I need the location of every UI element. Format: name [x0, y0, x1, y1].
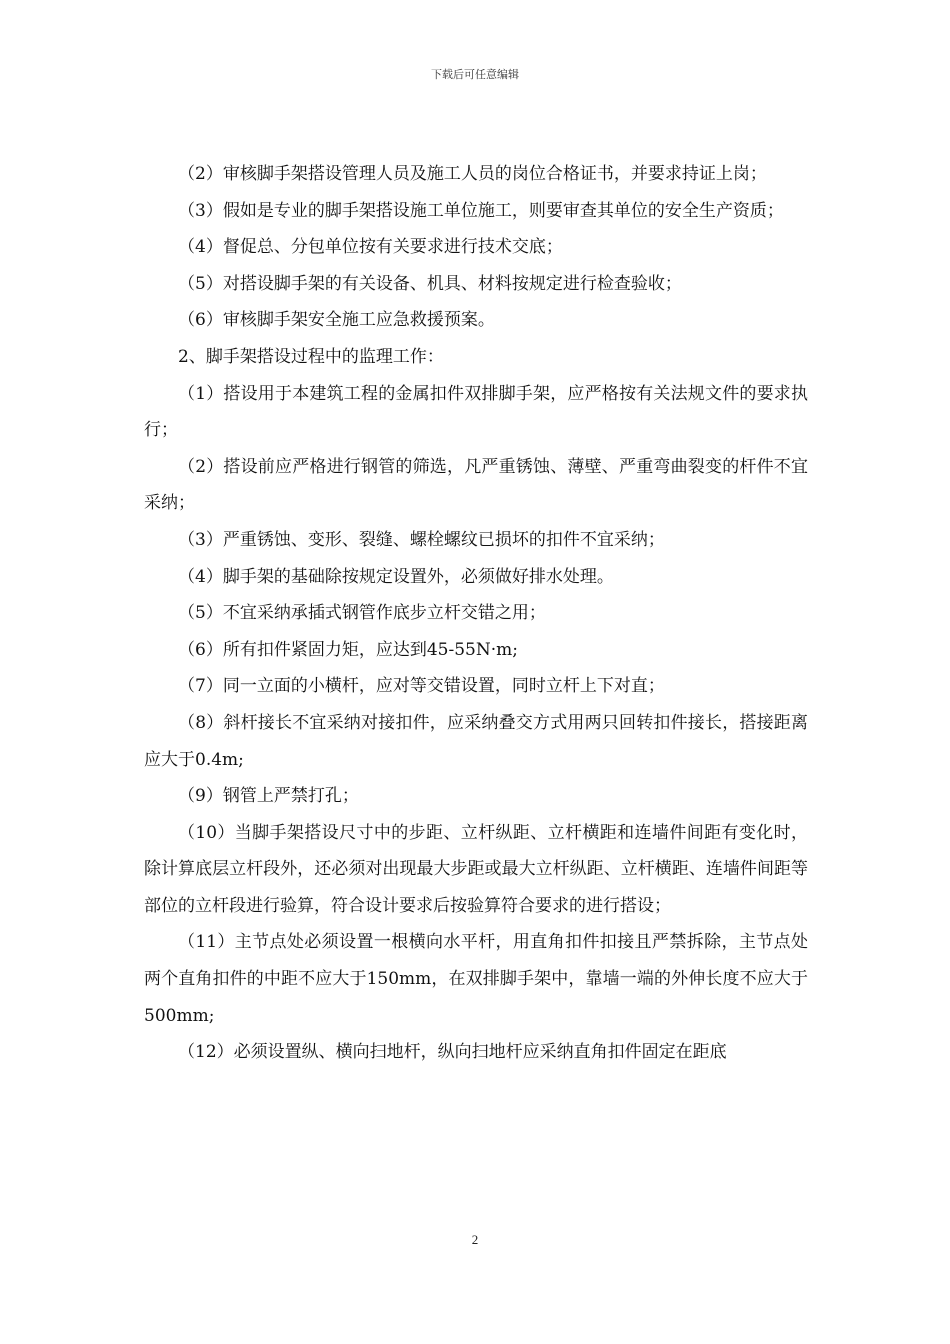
paragraph: （10）当脚手架搭设尺寸中的步距、立杆纵距、立杆横距和连墙件间距有变化时，除计算底层立杆段外，还必须对出现最大步距或最大立杆纵距、立杆横距、连墙件间距等部位的立杆段进行验算，符合设计要求后按验算符合要求的进行搭设； [144, 822, 808, 916]
paragraph: （4）脚手架的基础除按规定设置外，必须做好排水处理。 [178, 566, 614, 587]
paragraph: （6）审核脚手架安全施工应急救援预案。 [178, 310, 495, 331]
paragraph: （5）不宜采纳承插式钢管作底步立杆交错之用； [178, 603, 546, 624]
paragraph: （2）审核脚手架搭设管理人员及施工人员的岗位合格证书，并要求持证上岗； [178, 164, 767, 184]
paragraph: （3）假如是专业的脚手架搭设施工单位施工，则要审查其单位的安全生产资质； [178, 200, 784, 221]
paragraph: （5）对搭设脚手架的有关设备、机具、材料按规定进行检查验收； [178, 273, 682, 294]
paragraph: （2）搭设前应严格进行钢管的筛选，凡严重锈蚀、薄壁、严重弯曲裂变的杆件不宜采纳； [144, 456, 808, 514]
paragraph: （4）督促总、分包单位按有关要求进行技术交底； [178, 237, 563, 258]
paragraph: （8）斜杆接长不宜采纳对接扣件，应采纳叠交方式用两只回转扣件接长，搭接距离应大于0.4m; [144, 712, 808, 770]
paragraph: （7）同一立面的小横杆，应对等交错设置，同时立杆上下对直； [178, 676, 665, 697]
page-header: 下载后可任意编辑 [431, 68, 519, 81]
paragraph: （6）所有扣件紧固力矩，应达到45-55N·m; [178, 639, 518, 660]
document-body [144, 156, 808, 1071]
paragraph: （12）必须设置纵、横向扫地杆，纵向扫地杆应采纳直角扣件固定在距底 [178, 1042, 727, 1063]
paragraph: （3）严重锈蚀、变形、裂缝、螺栓螺纹已损坏的扣件不宜采纳； [178, 529, 665, 550]
paragraph: （9）钢管上严禁打孔； [178, 786, 359, 807]
section-heading: 2、脚手架搭设过程中的监理工作： [178, 346, 444, 367]
page-number: 2 [471, 1232, 479, 1247]
paragraph: （1）搭设用于本建筑工程的金属扣件双排脚手架，应严格按有关法规文件的要求执行； [144, 383, 808, 441]
paragraph: （11）主节点处必须设置一根横向水平杆，用直角扣件扣接且严禁拆除，主节点处两个直角扣件的中距不应大于150mm，在双排脚手架中，靠墙一端的外伸长度不应大于500mm; [144, 932, 808, 1026]
